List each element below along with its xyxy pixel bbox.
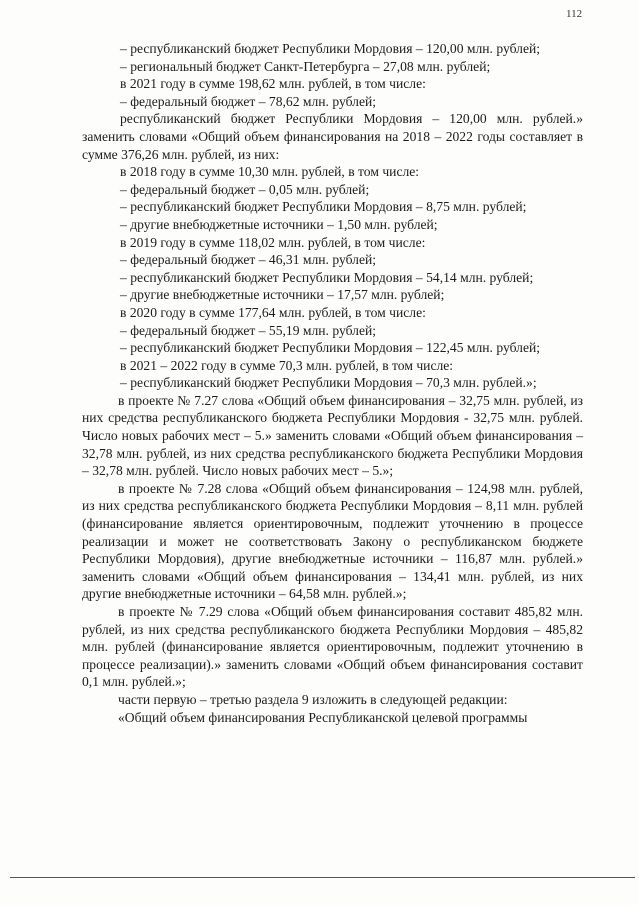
paragraph: – республиканский бюджет Республики Мордовия – 120,00 млн. рублей; [120, 41, 541, 56]
paragraph: – федеральный бюджет – 78,62 млн. рублей; [120, 93, 377, 109]
paragraph: – федеральный бюджет – 46,31 млн. рублей; [120, 252, 377, 268]
paragraph: – федеральный бюджет – 0,05 млн. рублей; [120, 181, 370, 197]
paragraph: в 2018 году в сумме 10,30 млн. рублей, в том числе: [120, 164, 420, 180]
paragraph: – республиканский бюджет Республики Мордовия – 122,45 млн. рублей; [120, 340, 541, 356]
paragraph: в 2020 году в сумме 177,64 млн. рублей, в том числе: [120, 304, 426, 320]
paragraph: в проекте № 7.27 слова «Общий объем финансирования – 32,75 млн. рублей, из них средства республиканского бюджета Республики Мордовия - 32,75 млн. рублей. Число новых рабочих мест – 5.» заменить словами «Общий объем финансирования – 32,78 млн. рублей, из них средства республиканского бюджета Республики Мордовия – 32,78 млн. рублей. Число новых рабочих мест – 5.»; [82, 392, 583, 479]
paragraph: – другие внебюджетные источники – 1,50 млн. рублей; [120, 216, 438, 232]
page-number: 112 [566, 8, 583, 20]
paragraph: республиканский бюджет Республики Мордовия – 120,00 млн. рублей.» заменить словами «Общий объем финансирования на 2018 – 2022 годы составляет в сумме 376,26 млн. рублей, из них: [82, 111, 583, 162]
bottom-rule [10, 877, 635, 878]
paragraph: – республиканский бюджет Республики Мордовия – 70,3 млн. рублей.»; [120, 375, 537, 391]
paragraph: в 2019 году в сумме 118,02 млн. рублей, в том числе: [120, 234, 426, 250]
paragraph: – республиканский бюджет Республики Мордовия – 54,14 млн. рублей; [120, 269, 534, 285]
paragraph: – региональный бюджет Санкт-Петербурга – 27,08 млн. рублей; [120, 58, 491, 74]
paragraph: «Общий объем финансирования Республиканской целевой программы [118, 709, 528, 725]
paragraph: в проекте № 7.29 слова «Общий объем финансирования составит 485,82 млн. рублей, из них средства республиканского бюджета Республики Мордовия – 485,82 млн. рублей (финансирование является ориентировочным, подлежит уточнению в процессе реализации).» заменить словами «Общий объем финансирования составит 0,1 млн. рублей.»; [82, 604, 583, 690]
paragraph: – республиканский бюджет Республики Мордовия – 8,75 млн. рублей; [120, 199, 527, 215]
paragraph: в проекте № 7.28 слова «Общий объем финансирования – 124,98 млн. рублей, из них средства республиканского бюджета Республики Мордовия – 8,11 млн. рублей (финансирование является ориентировочным, подлежит уточнению в процессе реализации и может не соответствовать Закону о республиканском бюджете Республики Мордовия), другие внебюджетные источники – 116,87 млн. рублей.» заменить словами «Общий объем финансирования – 134,41 млн. рублей, из них другие внебюджетные источники – 64,58 млн. рублей.»; [82, 480, 583, 602]
paragraph: – федеральный бюджет – 55,19 млн. рублей; [120, 322, 377, 338]
paragraph: – другие внебюджетные источники – 17,57 млн. рублей; [120, 287, 445, 303]
paragraph: в 2021 – 2022 году в сумме 70,3 млн. рублей, в том числе: [120, 357, 454, 373]
paragraph: в 2021 году в сумме 198,62 млн. рублей, в том числе: [120, 76, 426, 92]
paragraph: части первую – третью раздела 9 изложить в следующей редакции: [118, 691, 508, 707]
document-body [82, 40, 583, 726]
